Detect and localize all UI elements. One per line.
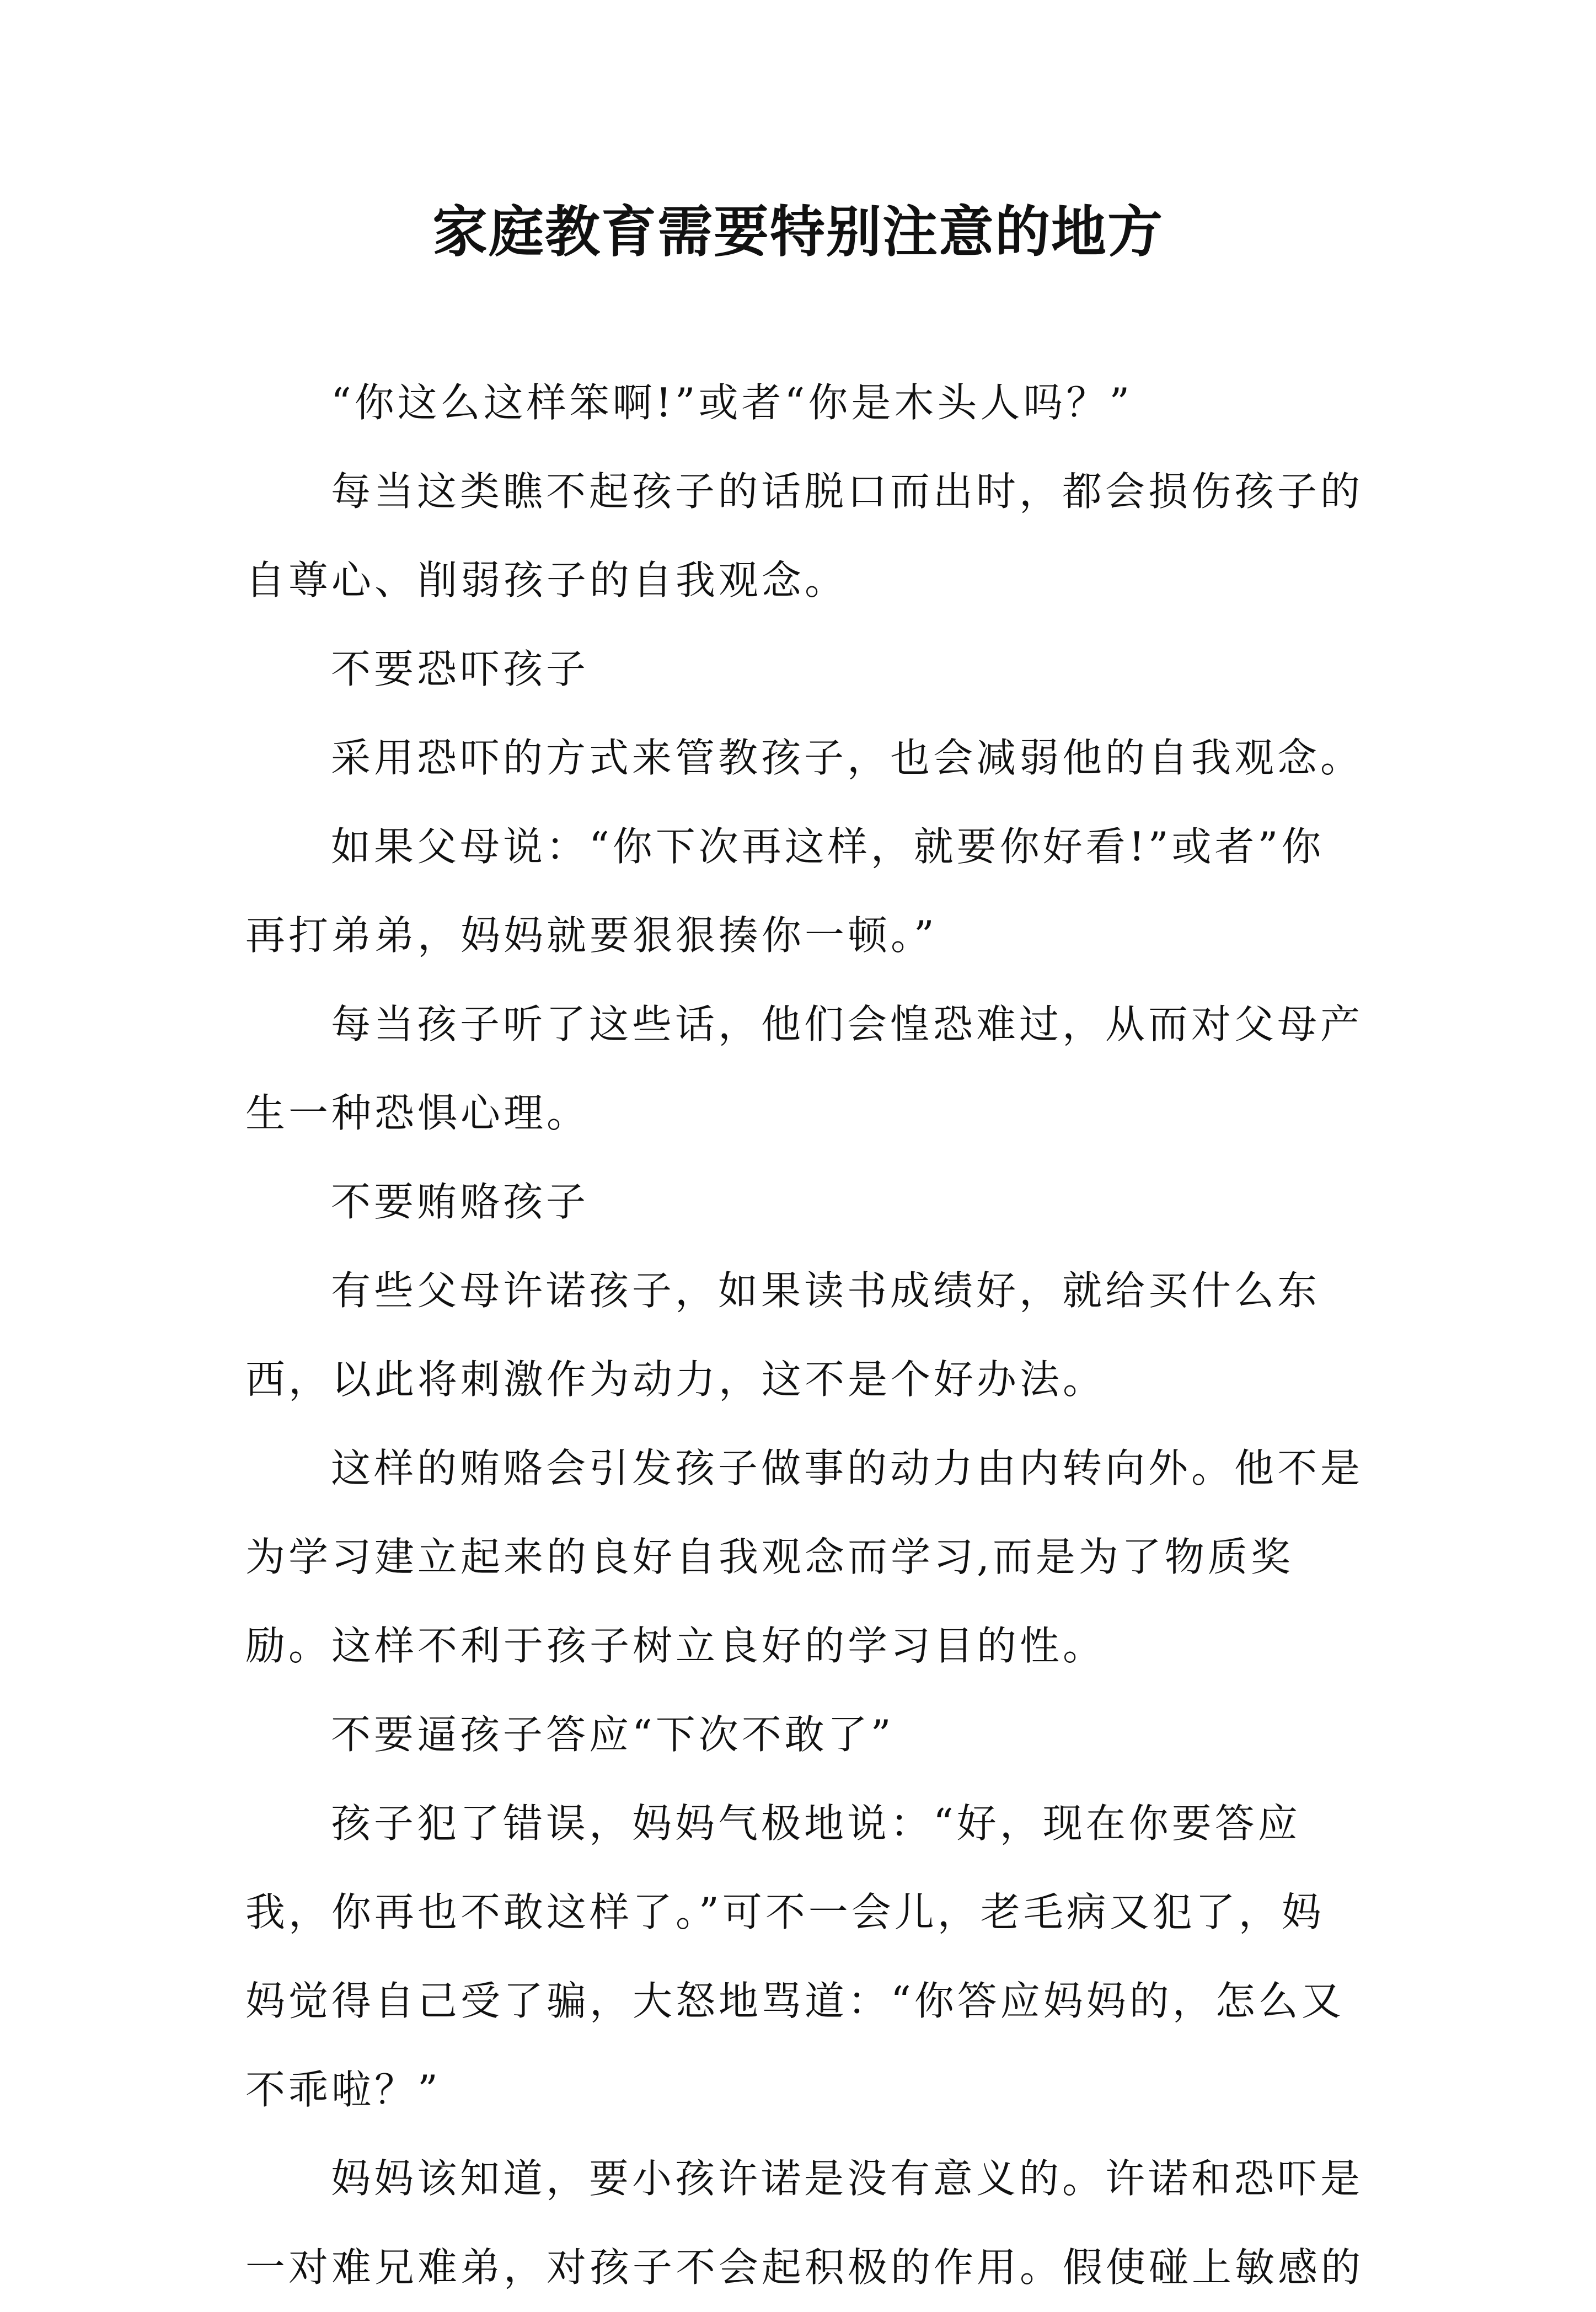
section-heading-no-forced-promise: 不要逼孩子答应“下次不敢了”	[331, 1711, 895, 1758]
paragraph-4: 如果父母说：“你下次再这样，就要你好看!”或者”你再打弟弟，妈妈就要狠狠揍你一顿。”	[245, 823, 1325, 959]
paragraph-6: 有些父母许诺孩子，如果读书成绩好，就给买什么东西，以此将刺激作为动力，这不是个好办法。	[245, 1267, 1321, 1403]
paragraph-9: 妈妈该知道，要小孩许诺是没有意义的。许诺和恐吓是一对难兄难弟，对孩子不会起积极的作用。假使碰上敏感的	[245, 2155, 1364, 2290]
section-heading-no-intimidation: 不要恐吓孩子	[331, 646, 590, 692]
section-heading-no-bribery: 不要贿赂孩子	[331, 1179, 590, 1225]
paragraph-8: 孩子犯了错误，妈妈气极地说：“好，现在你要答应我，你再也不敢这样了。”可不一会儿，老毛病又犯了，妈妈觉得自己受了骗，大怒地骂道：“你答应妈妈的，怎么又不乖啦？”	[245, 1800, 1345, 2113]
paragraph-3: 采用恐吓的方式来管教孩子，也会减弱他的自我观念。	[331, 735, 1364, 781]
document-body	[245, 358, 1365, 2312]
paragraph-7: 这样的贿赂会引发孩子做事的动力由内转向外。他不是为学习建立起来的良好自我观念而学习,而是为了物质奖励。这样不利于孩子树立良好的学习目的性。	[245, 1445, 1364, 1669]
paragraph-2: 每当这类瞧不起孩子的话脱口而出时，都会损伤孩子的自尊心、削弱孩子的自我观念。	[245, 468, 1364, 603]
paragraph-1: “你这么这样笨啊!”或者“你是木头人吗？”	[331, 379, 1133, 426]
document-title: 家庭教育需要特别注意的地方	[432, 199, 1164, 264]
paragraph-5: 每当孩子听了这些话，他们会惶恐难过，从而对父母产生一种恐惧心理。	[245, 1001, 1364, 1136]
